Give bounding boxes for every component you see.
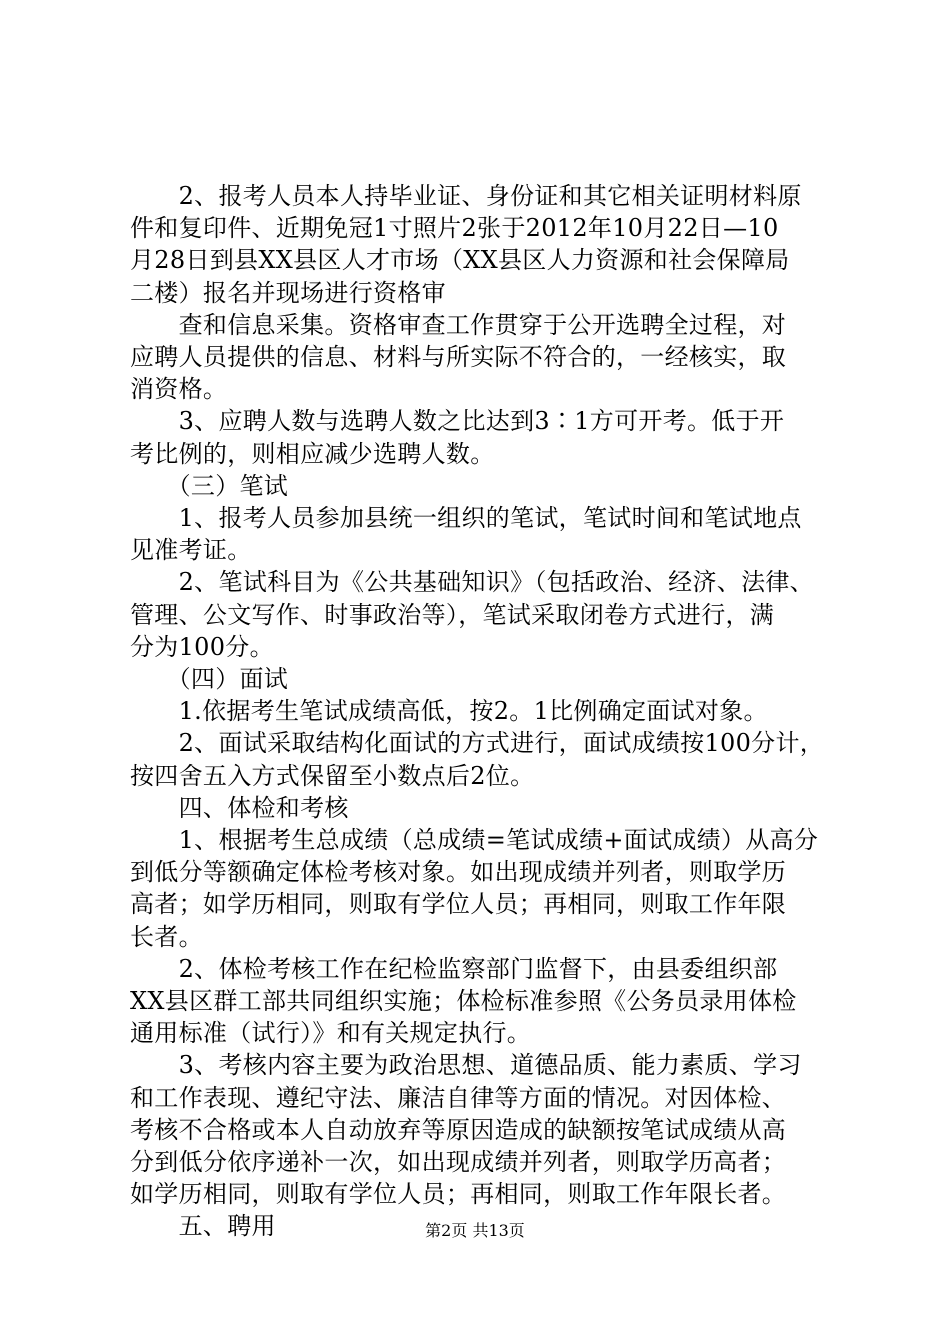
text-line: 高者；如学历相同，则取有学位人员；再相同，则取工作年限	[130, 890, 787, 919]
text-line: （四）面试	[130, 665, 289, 693]
text-line: 2、笔试科目为《公共基础知识》（包括政治、经济、法律、	[130, 568, 814, 597]
text-line: 五、聘用	[130, 1212, 276, 1241]
text-line: 二楼）报名并现场进行资格审	[130, 278, 446, 307]
text-line: 管理、公文写作、时事政治等），笔试采取闭卷方式进行，满	[130, 600, 775, 629]
text-line: 分为100分。	[130, 632, 274, 661]
text-line: 见准考证。	[130, 536, 252, 565]
text-line: 件和复印件、近期免冠1寸照片2张于2012年10月22日—10	[130, 214, 779, 243]
text-line: 1、报考人员参加县统一组织的笔试，笔试时间和笔试地点	[130, 504, 802, 532]
text-line: 1、根据考生总成绩（总成绩=笔试成绩+面试成绩）从高分	[130, 826, 819, 854]
text-line: 1.依据考生笔试成绩高低，按2。1比例确定面试对象。	[130, 697, 768, 726]
text-line: 和工作表现、遵纪守法、廉洁自律等方面的情况。对因体检、	[130, 1083, 787, 1112]
text-line: 2、体检考核工作在纪检监察部门监督下，由县委组织部	[130, 954, 778, 983]
text-line: （三）笔试	[130, 471, 289, 500]
text-line: 如学历相同，则取有学位人员；再相同，则取工作年限长者。	[130, 1180, 787, 1209]
text-line: 月28日到县XX县区人才市场（XX县区人力资源和社会保障局	[130, 246, 790, 275]
text-line: 3、考核内容主要为政治思想、道德品质、能力素质、学习	[130, 1051, 802, 1080]
text-line: 查和信息采集。资格审查工作贯穿于公开选聘全过程，对	[130, 310, 787, 339]
text-line: XX县区群工部共同组织实施；体检标准参照《公务员录用体检	[130, 987, 797, 1015]
text-line: 2、面试采取结构化面试的方式进行，面试成绩按100分计，	[130, 729, 825, 758]
page-footer: 第2页 共13页	[425, 1221, 525, 1240]
text-line: 2、报考人员本人持毕业证、身份证和其它相关证明材料原	[130, 182, 802, 210]
text-line: 消资格。	[130, 375, 228, 404]
text-line: 通用标准（试行）》和有关规定执行。	[130, 1019, 532, 1048]
text-line: 四、体检和考核	[130, 793, 349, 822]
text-line: 考比例的，则相应减少选聘人数。	[130, 439, 495, 468]
text-line: 应聘人员提供的信息、材料与所实际不符合的，一经核实，取	[130, 343, 787, 371]
text-line: 考核不合格或本人自动放弃等原因造成的缺额按笔试成绩从高	[130, 1115, 787, 1144]
text-line: 按四舍五入方式保留至小数点后2位。	[130, 761, 535, 790]
text-line: 3、应聘人数与选聘人数之比达到3∶1方可开考。低于开	[130, 407, 785, 436]
text-line: 分到低分依序递补一次，如出现成绩并列者，则取学历高者；	[130, 1148, 787, 1176]
text-line: 到低分等额确定体检考核对象。如出现成绩并列者，则取学历	[130, 858, 787, 887]
text-line: 长者。	[130, 922, 203, 951]
